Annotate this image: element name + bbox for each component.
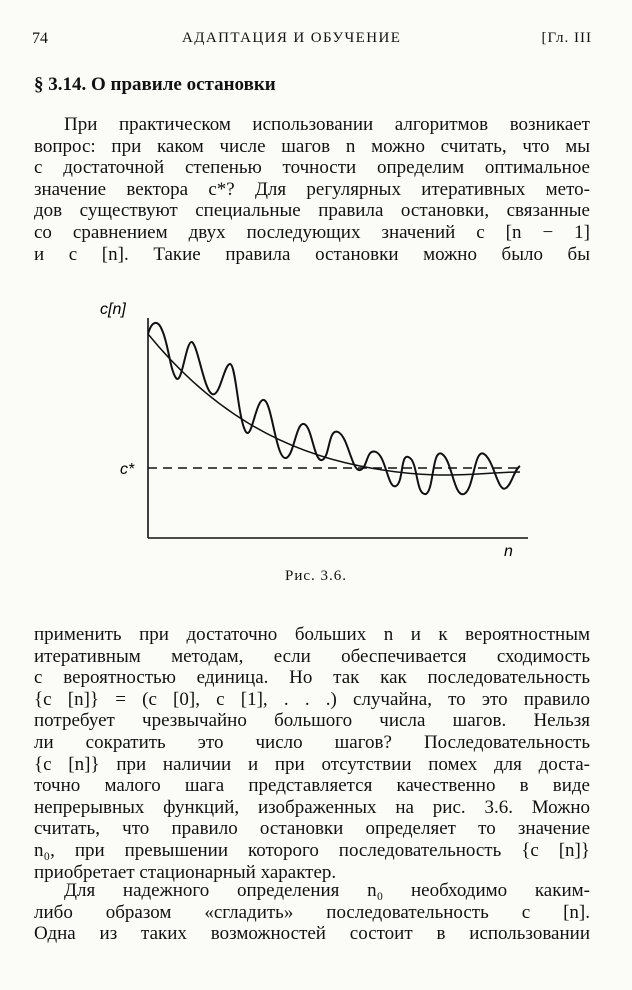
text-line: Для надежного определения n₀ необходимо каким- bbox=[64, 880, 590, 901]
x-axis-label: n bbox=[504, 543, 513, 560]
text-line: n₀, при превышении которого последовательность {c [n]} bbox=[34, 839, 590, 861]
chapter-label: [Гл. III bbox=[541, 30, 592, 46]
paragraph-2 bbox=[34, 624, 590, 883]
text-line: считать, что правило остановки определяет то значение bbox=[34, 818, 590, 840]
text-line: с вероятностью единица. Но так как последовательность bbox=[34, 667, 590, 689]
text-line: с достаточной степенью точности определим оптимальное bbox=[34, 157, 590, 179]
text-line: применить при достаточно больших n и к вероятностным bbox=[34, 624, 590, 645]
text-line: приобретает стационарный характер. bbox=[34, 861, 337, 883]
text-line: точно малого шага представляется качественно в виде bbox=[34, 775, 590, 797]
c-star-label: c* bbox=[120, 461, 135, 478]
figure-caption: Рис. 3.6. bbox=[284, 568, 348, 584]
text-line: непрерывных функций, изображенных на рис. 3.6. Можно bbox=[34, 796, 590, 818]
text-line: ли сократить это число шагов? Последовательность bbox=[34, 731, 590, 753]
text-line: потребует чрезвычайно большого числа шагов. Нельзя bbox=[34, 710, 590, 732]
y-axis-label: c[n] bbox=[100, 301, 126, 318]
page-header bbox=[32, 30, 592, 56]
paragraph-3 bbox=[34, 880, 590, 945]
text-line: со сравнением двух последующих значений c [n − 1] bbox=[34, 221, 590, 243]
text-line: дов существуют специальные правила остановки, связанные bbox=[34, 200, 590, 222]
paragraph-1 bbox=[34, 114, 590, 265]
text-line: {c [n]} при наличии и при отсутствии помех для доста- bbox=[34, 753, 590, 775]
running-title: АДАПТАЦИЯ И ОБУЧЕНИЕ bbox=[182, 30, 402, 46]
text-line: вопрос: при каком числе шагов n можно считать, что мы bbox=[34, 135, 590, 157]
section-title: § 3.14. О правиле остановки bbox=[34, 74, 276, 95]
text-line: {c [n]} = (c [0], c [1], . . .) случайна, то это правило bbox=[34, 688, 590, 710]
page-number: 74 bbox=[32, 30, 48, 47]
smooth-curve bbox=[148, 334, 520, 475]
text-line: При практическом использовании алгоритмов возникает bbox=[64, 114, 590, 135]
text-line: значение вектора c*? Для регулярных итеративных мето- bbox=[34, 178, 590, 200]
text-line: либо образом «сгладить» последовательность c [n]. bbox=[34, 901, 590, 923]
text-line: и c [n]. Такие правила остановки можно было бы bbox=[34, 243, 590, 265]
text-line: итеративным методам, если обеспечивается сходимость bbox=[34, 645, 590, 667]
figure-3-6 bbox=[100, 290, 540, 570]
text-line: Одна из таких возможностей состоит в использовании bbox=[34, 923, 590, 945]
